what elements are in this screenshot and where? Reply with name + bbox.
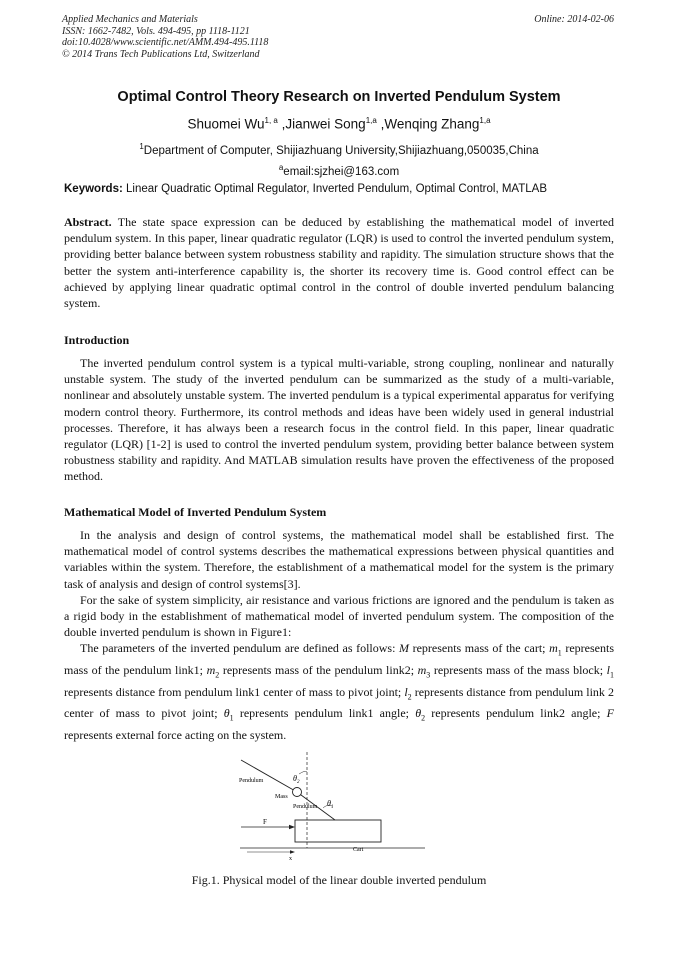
author-3: ,Wenqing Zhang [380, 116, 480, 132]
issn-line: ISSN: 1662-7482, Vols. 494-495, pp 1118-1121 [62, 25, 250, 37]
var-F: F [606, 706, 614, 721]
label-cart: Cart [353, 847, 364, 853]
author-2: ,Jianwei Song [281, 116, 366, 132]
model-paragraph-2: For the sake of system simplicity, air resistance and various frictions are ignored and the pendulum is taken as a rigid body in the establishment of mathematical model of inverted pendulum system. The composition of the double inverted pendulum is shown in Figure1: [64, 592, 614, 640]
label-theta2: $\theta_2$ [293, 774, 300, 785]
abstract-text: The state space expression can be deduced by establishing the mathematical model of inverted pendulum system. In this paper, linear quadratic regulator (LQR) is used to control the inverted pendulum system, providing better balance between system robustness stability and rapidity. The simulation structure shows that the better the system anti-interference capability is, the shorter its recovery time is. Good control effect can be achieved by applying linear quadratic optimal control in the control of double inverted pendulum balancing system. [64, 215, 614, 311]
var-theta1: $\theta_1$ [223, 706, 234, 723]
label-theta1: $\theta_1$ [327, 799, 334, 810]
journal-name: Applied Mechanics and Materials [62, 14, 198, 25]
affiliation [0, 142, 678, 157]
introduction-paragraph: The inverted pendulum control system is a typical multi-variable, strong coupling, nonlinear and naturally unstable system. The study of the inverted pendulum can be summarized as the study of a multi-variable, nonlinear and absolutely unstable system. The inverted pendulum is a typical experimental apparatus for verifying modern control theory. Furthermore, its control methods and ideas have been widely used in general industrial processes. Therefore, it has always been a research focus in the control field. In this paper, linear quadratic regulator (LQR) [1-2] is used to control the inverted pendulum system, providing better balance between system robustness stability and rapidity. And MATLAB simulation results have proven the effectiveness of the proposed method. [64, 356, 614, 484]
online-date: Online: 2014-02-06 [534, 14, 614, 25]
var-theta2: $\theta_2$ [415, 706, 426, 723]
pendulum-diagram [235, 748, 435, 863]
journal-header [62, 14, 268, 60]
label-x: x [289, 856, 292, 862]
abstract [64, 214, 614, 311]
affiliation-mark: 1 [139, 142, 144, 151]
author-1-affil: 1, a [264, 116, 278, 125]
figure-caption: Fig.1. Physical model of the linear double inverted pendulum [191, 873, 487, 887]
label-mass: Mass [275, 794, 288, 800]
cart-body [295, 820, 381, 842]
model-paragraph-1: In the analysis and design of control systems, the mathematical model shall be established first. The mathematical model of control systems describes the mathematical expressions between physical quantities and variables within the system. Therefore, the establishment of a mathematical model for the system is the primary task of analysis and design of control systems[3]. [64, 528, 614, 591]
pendulum-link-2 [241, 760, 297, 792]
author-1: Shuomei Wu [187, 116, 265, 132]
keywords-label: Keywords: [64, 183, 123, 195]
abstract-label: Abstract. [64, 215, 112, 229]
model-heading: Mathematical Model of Inverted Pendulum System [64, 505, 327, 519]
copyright-line: © 2014 Trans Tech Publications Ltd, Switzerland [62, 48, 260, 60]
model-paragraph-3: The parameters of the inverted pendulum are defined as follows: M represents mass of the cart; $m_1$ represents mass of the pendulum link1; $m_2$ represents mass of the pendulum link2; $m_3$ represents mass of the mass block; $l_1$ represents distance from pendulum link1 center of mass to pivot joint; $l_2$ represents distance from pendulum link 2 center of mass to pivot joint; $\theta_1$ represents pendulum link1 angle; $\theta_2$ represents pendulum link2 angle; F represents external force acting on the system. [64, 641, 615, 742]
model-body [64, 527, 614, 743]
author-list [0, 116, 678, 132]
var-m1: $m_1$ [549, 641, 562, 658]
introduction-body [64, 355, 614, 485]
mass-block [293, 788, 302, 797]
email [0, 163, 678, 178]
paper-title: Optimal Control Theory Research on Inverted Pendulum System [117, 89, 561, 105]
force-arrow-head [289, 825, 295, 829]
label-pendulum-mid: Pendulum [293, 804, 318, 810]
var-m2: $m_2$ [206, 663, 220, 680]
var-m3: $m_3$ [417, 663, 431, 680]
var-M: M [399, 641, 409, 656]
var-l1: $l_1$ [606, 663, 615, 680]
email-text: email:sjzhei@163.com [283, 165, 400, 178]
var-l2: $l_2$ [404, 684, 412, 701]
label-force: F [263, 818, 267, 826]
affiliation-text: Department of Computer, Shijiazhuang University,Shijiazhuang,050035,China [143, 144, 539, 157]
introduction-heading: Introduction [64, 333, 130, 347]
keywords-text: Linear Quadratic Optimal Regulator, Inverted Pendulum, Optimal Control, MATLAB [126, 183, 548, 195]
label-pendulum-top: Pendulum [239, 778, 264, 784]
email-mark: a [278, 163, 284, 172]
theta2-arc [299, 771, 307, 774]
x-dimension-head [290, 850, 295, 854]
doi-line: doi:10.4028/www.scientific.net/AMM.494-495.1118 [62, 37, 269, 48]
author-3-affil: 1,a [479, 116, 491, 125]
keywords [64, 183, 624, 195]
author-2-affil: 1,a [365, 116, 377, 125]
